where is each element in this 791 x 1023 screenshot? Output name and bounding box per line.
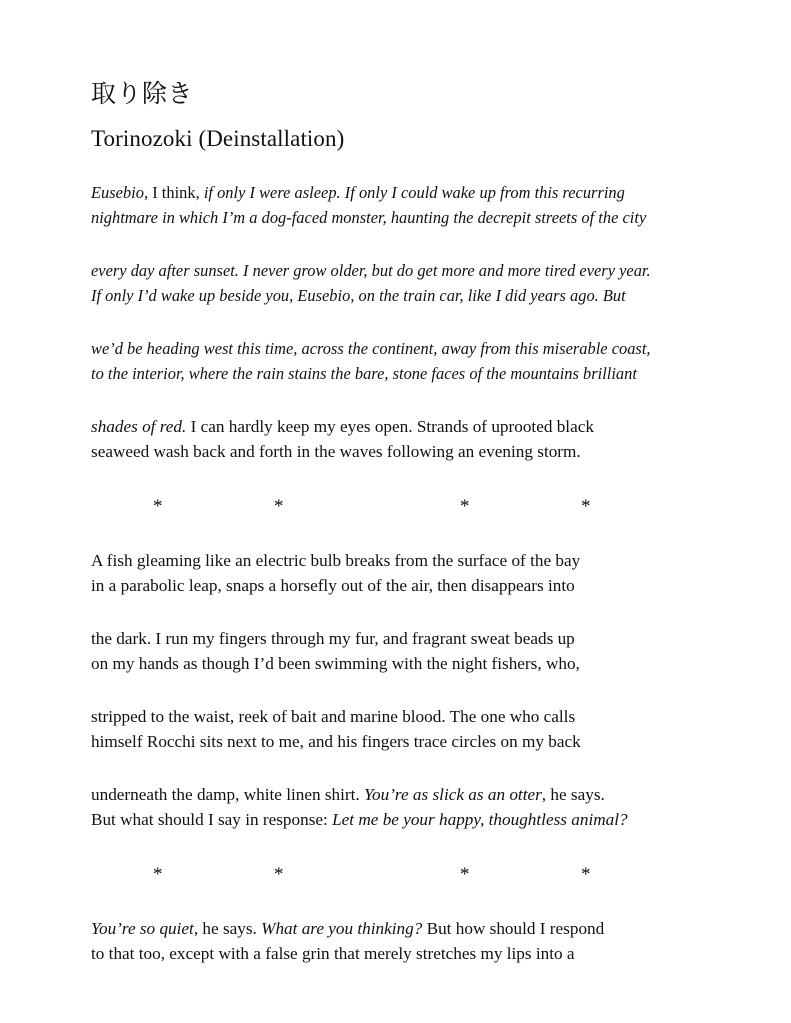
asterisk-glyph: * xyxy=(581,496,591,518)
roman-text-run: A fish gleaming like an electric bulb breaks from the surface of the bay xyxy=(91,551,581,571)
italic-text-run: What are you thinking? xyxy=(261,919,423,939)
italic-text-run: to the interior, where the rain stains the bare, stone faces of the mountains brilliant xyxy=(91,364,637,384)
roman-text-run: But what should I say in response: xyxy=(91,810,333,830)
poem-line xyxy=(91,704,691,729)
poem-stanza xyxy=(91,782,691,832)
poem-line xyxy=(91,205,691,230)
page-title-japanese: 取り除き xyxy=(91,79,194,108)
page-title-romaji: Torinozoki (Deinstallation) xyxy=(91,125,345,151)
poem-line xyxy=(91,916,691,941)
roman-text-run: I can hardly keep my eyes open. Strands of uprooted black xyxy=(186,417,594,437)
poem-line xyxy=(91,807,691,832)
roman-text-run: , he says. xyxy=(541,785,605,805)
italic-text-run: Eusebio xyxy=(91,183,144,203)
poem-stanza xyxy=(91,626,691,676)
poem-line xyxy=(91,258,691,283)
roman-text-run: to that too, except with a false grin that merely stretches my lips into a xyxy=(91,944,575,964)
roman-text-run: stripped to the waist, reek of bait and marine blood. The one who calls xyxy=(91,707,576,727)
roman-text-run: himself Rocchi sits next to me, and his fingers trace circles on my back xyxy=(91,732,581,752)
italic-text-run: we’d be heading west this time, across the continent, away from this miserable coast, xyxy=(91,339,651,359)
asterisk-separator xyxy=(91,860,691,890)
italic-text-run: Let me be your happy, thoughtless animal? xyxy=(332,810,628,830)
asterisk-glyph: * xyxy=(274,864,284,886)
italic-text-run: You’re so quiet xyxy=(91,919,194,939)
roman-text-run: But how should I respond xyxy=(422,919,605,939)
italic-text-run: You’re as slick as an otter xyxy=(364,785,542,805)
poem-stanza xyxy=(91,548,691,598)
poem-line xyxy=(91,782,691,807)
roman-text-run: underneath the damp, white linen shirt. xyxy=(91,785,365,805)
italic-text-run: nightmare in which I’m a dog-faced monster, haunting the decrepit streets of the city xyxy=(91,208,647,228)
roman-text-run: the dark. I run my fingers through my fur, and fragrant sweat beads up xyxy=(91,629,575,649)
poem-stanza xyxy=(91,336,691,386)
italic-text-run: if only I were asleep. If only I could wake up from this recurring xyxy=(203,183,625,203)
asterisk-glyph: * xyxy=(581,864,591,886)
roman-text-run: seaweed wash back and forth in the waves following an evening storm. xyxy=(91,442,581,462)
poem-line xyxy=(91,626,691,651)
roman-text-run: , he says. xyxy=(193,919,262,939)
roman-text-run: in a parabolic leap, snaps a horsefly out of the air, then disappears into xyxy=(91,576,575,596)
italic-text-run: every day after sunset. I never grow older, but do get more and more tired every year. xyxy=(91,261,651,281)
asterisk-separator xyxy=(91,492,691,522)
asterisk-glyph: * xyxy=(153,864,163,886)
poem-line xyxy=(91,651,691,676)
poem-stanza xyxy=(91,704,691,754)
poem-body xyxy=(91,80,691,994)
poem-stanza xyxy=(91,414,691,464)
asterisk-glyph: * xyxy=(274,496,284,518)
asterisk-glyph: * xyxy=(460,864,470,886)
poem-line xyxy=(91,283,691,308)
poem-line xyxy=(91,439,691,464)
poem-line xyxy=(91,573,691,598)
stanza-container xyxy=(91,180,691,966)
poem-line xyxy=(91,729,691,754)
italic-text-run: shades of red. xyxy=(91,417,187,437)
poem-line xyxy=(91,336,691,361)
poem-line xyxy=(91,361,691,386)
poem-stanza xyxy=(91,258,691,308)
poem-line xyxy=(91,180,691,205)
roman-text-run: on my hands as though I’d been swimming with the night fishers, who, xyxy=(91,654,580,674)
italic-text-run: If only I’d wake up beside you, Eusebio, on the train car, like I did years ago. But xyxy=(91,286,626,306)
poem-line xyxy=(91,941,691,966)
poem-stanza xyxy=(91,180,691,230)
asterisk-glyph: * xyxy=(153,496,163,518)
poem-stanza xyxy=(91,916,691,966)
asterisk-glyph: * xyxy=(460,496,470,518)
poem-line xyxy=(91,548,691,573)
roman-text-run: , I think, xyxy=(143,183,204,203)
poem-line xyxy=(91,414,691,439)
